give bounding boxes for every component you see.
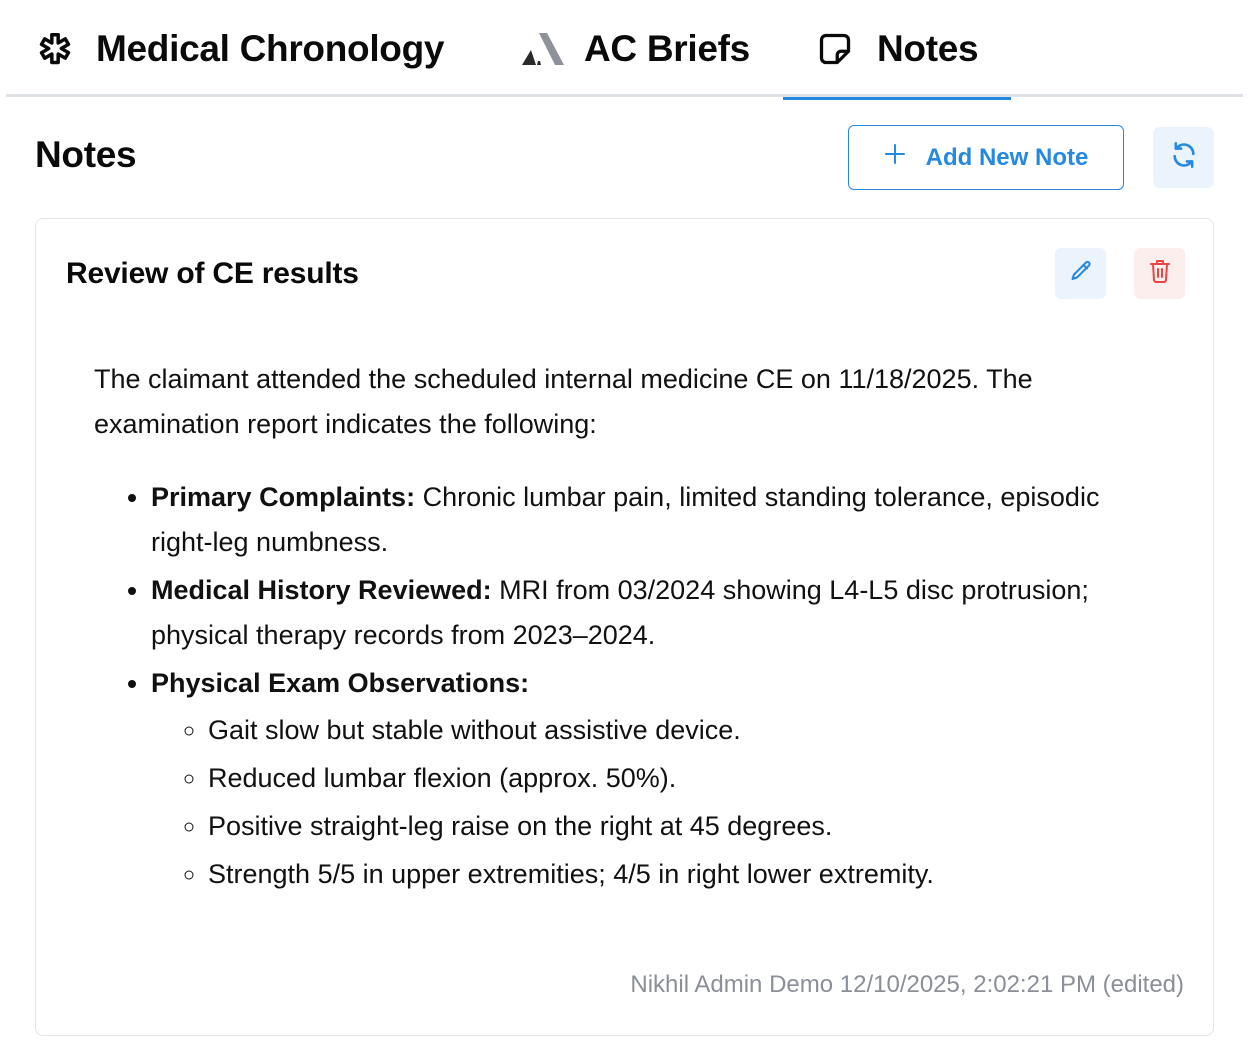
pencil-icon: [1069, 259, 1093, 288]
note-card: [35, 218, 1214, 1036]
sub-list-item: ◦ Gait slow but stable without assistive device.: [208, 706, 1154, 754]
page-title: Notes: [35, 134, 137, 175]
delete-note-button[interactable]: [1134, 248, 1185, 299]
trash-icon: [1148, 258, 1172, 289]
sub-list: [151, 706, 1154, 898]
list-item: [151, 661, 1154, 898]
list-item-label: Medical History Reviewed:: [151, 575, 492, 605]
tab-notes[interactable]: [783, 0, 1011, 97]
tab-label: Medical Chronology: [96, 27, 445, 69]
edit-note-button[interactable]: [1055, 248, 1106, 299]
list-item: [151, 475, 1154, 565]
plus-icon: [884, 143, 906, 172]
note-title: Review of CE results: [66, 257, 359, 290]
sub-list-item: ◦ Strength 5/5 in upper extremities; 4/5 in right lower extremity.: [208, 850, 1154, 898]
tab-label: AC Briefs: [584, 27, 750, 69]
medical-asterisk-icon: [36, 30, 74, 68]
list-item-label: Primary Complaints:: [151, 482, 416, 512]
list-item-text: MRI from 03/2024 showing L4-L5 disc protrusion; physical therapy records from 2023–2024.: [151, 575, 1089, 650]
sub-list-item: ◦ Reduced lumbar flexion (approx. 50%).: [208, 754, 1154, 802]
refresh-button[interactable]: [1153, 127, 1214, 188]
tab-bar: [6, 0, 1243, 97]
tab-label: Notes: [877, 27, 979, 69]
tab-ac-briefs[interactable]: [522, 0, 750, 97]
list-item-label: Physical Exam Observations:: [151, 668, 530, 698]
add-new-note-button[interactable]: [848, 125, 1124, 190]
sub-list-item: ◦ Positive straight-leg raise on the right at 45 degrees.: [208, 802, 1154, 850]
tab-medical-chronology[interactable]: [36, 0, 444, 97]
list-item: [151, 568, 1154, 658]
note-intro: The claimant attended the scheduled internal medicine CE on 11/18/2025. The examination report indicates the following:: [94, 364, 1033, 439]
note-list: [94, 475, 1154, 898]
sticky-note-icon: [817, 31, 853, 67]
add-new-note-label: Add New Note: [925, 143, 1089, 171]
note-author-timestamp: Nikhil Admin Demo 12/10/2025, 2:02:21 PM (edited): [630, 971, 1184, 998]
ac-logo-icon: [522, 31, 564, 67]
note-body: [94, 357, 1154, 901]
refresh-icon: [1170, 141, 1198, 174]
list-item-text: Chronic lumbar pain, limited standing tolerance, episodic right-leg numbness.: [151, 482, 1100, 557]
